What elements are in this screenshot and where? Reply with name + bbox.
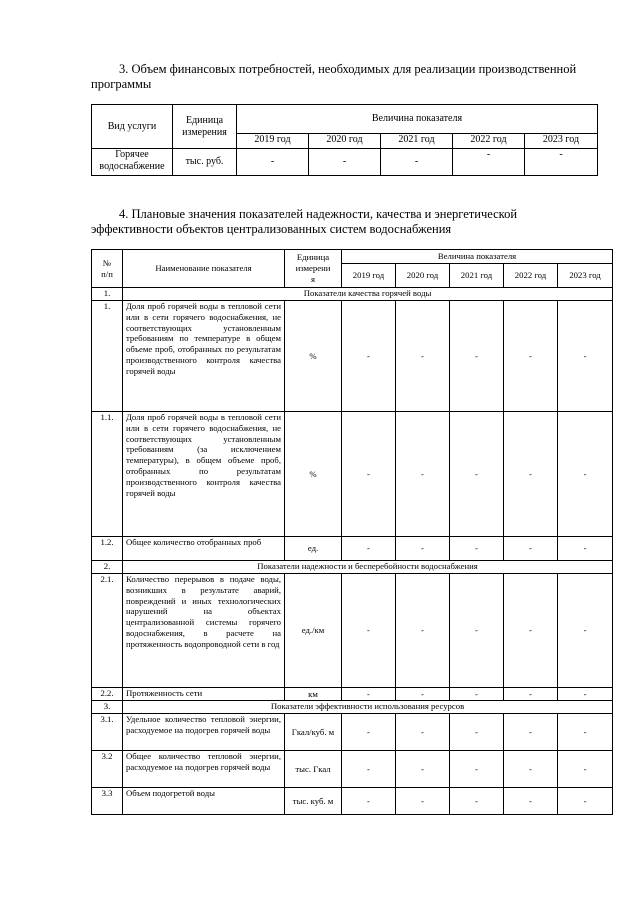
row-value: - [396, 574, 450, 688]
row-value: - [450, 537, 504, 561]
row-value: - [558, 574, 613, 688]
row-num: 1.2. [92, 537, 123, 561]
table-row [92, 688, 613, 701]
row-value: - [558, 301, 613, 412]
row-value: - [504, 714, 558, 751]
indicator-name: Общее количество отобранных проб [123, 537, 285, 561]
row-value: - [396, 788, 450, 815]
header-year: 2022 год [453, 134, 525, 149]
row-num: 2.1. [92, 574, 123, 688]
row-value: - [342, 412, 396, 537]
table-row [92, 714, 613, 751]
row-unit: % [285, 301, 342, 412]
indicator-name: Удельное количество тепловой энергии, расходуемое на подогрев горячей воды [123, 714, 285, 751]
row-value: - [396, 688, 450, 701]
header-year: 2023 год [525, 134, 598, 149]
table-row [92, 788, 613, 815]
row-num: 1.1. [92, 412, 123, 537]
section3-heading [119, 62, 612, 77]
header-year: 2021 год [450, 264, 504, 288]
row-unit: % [285, 412, 342, 537]
section-row [92, 701, 613, 714]
table-row [92, 537, 613, 561]
row-value: - [396, 714, 450, 751]
indicators-table [91, 249, 613, 815]
row-value: - [342, 574, 396, 688]
header-year: 2019 год [342, 264, 396, 288]
row-num: 3.2 [92, 751, 123, 788]
row-value: - [558, 751, 613, 788]
row-value: - [504, 788, 558, 815]
row-value: - [342, 688, 396, 701]
row-service: Горячее водоснабжение [92, 149, 173, 176]
row-value: - [504, 537, 558, 561]
section4-heading-line2: эффективности объектов централизованных систем водоснабжения [91, 222, 452, 236]
indicator-name: Протяженность сети [123, 688, 285, 701]
row-num: 3.3 [92, 788, 123, 815]
row-value: - [558, 788, 613, 815]
header-year: 2020 год [396, 264, 450, 288]
row-unit: Гкал/куб. м [285, 714, 342, 751]
row-value: - [450, 788, 504, 815]
table-row [92, 412, 613, 537]
indicator-name: Объем подогретой воды [123, 788, 285, 815]
header-year: 2023 год [558, 264, 613, 288]
row-value: - [504, 688, 558, 701]
row-value: - [342, 751, 396, 788]
row-value: - [342, 537, 396, 561]
row-value: - [342, 788, 396, 815]
row-value: - [558, 714, 613, 751]
row-value: - [450, 688, 504, 701]
row-value: - [396, 301, 450, 412]
row-value: - [396, 412, 450, 537]
section-row [92, 288, 613, 301]
section4-heading-cont [91, 222, 612, 237]
header-unit: Единица измерени я [285, 250, 342, 288]
row-value: - [504, 301, 558, 412]
row-value: - [342, 301, 396, 412]
row-num: 3.1. [92, 714, 123, 751]
row-num: 1. [92, 301, 123, 412]
indicator-name: Доля проб горячей воды в тепловой сети или в сети горячего водоснабжения, не соответствующих установленным требованиям (за исключением температуры), в общем объеме проб, отобранных по результатам производственного контроля качества горячей воды [123, 412, 285, 537]
row-value: - [309, 149, 381, 176]
section-title: Показатели эффективности использования ресурсов [123, 701, 613, 714]
header-service: Вид услуги [92, 105, 173, 149]
row-value: - [450, 574, 504, 688]
row-num: 3. [92, 701, 123, 714]
row-value: - [504, 574, 558, 688]
row-unit: км [285, 688, 342, 701]
section3-heading-line1: 3. Объем финансовых потребностей, необходимых для реализации производственной [119, 62, 577, 76]
row-value: - [237, 149, 309, 176]
row-value: - [450, 714, 504, 751]
row-unit: тыс. Гкал [285, 751, 342, 788]
row-value: - [558, 537, 613, 561]
row-value: - [558, 412, 613, 537]
row-value: - [558, 688, 613, 701]
table-row [92, 574, 613, 688]
row-num: 2.2. [92, 688, 123, 701]
section3-heading-cont [91, 77, 612, 92]
row-unit: ед. [285, 537, 342, 561]
row-unit: тыс. руб. [173, 149, 237, 176]
indicator-name: Доля проб горячей воды в тепловой сети или в сети горячего водоснабжения, не соответствующих установленным требованиям по температуре в общем объеме проб, отобранных по результатам производственного контроля качества горячей воды [123, 301, 285, 412]
header-year: 2019 год [237, 134, 309, 149]
financial-needs-table [91, 104, 598, 176]
table-row [92, 149, 598, 176]
row-value: - [504, 751, 558, 788]
row-unit: тыс. куб. м [285, 788, 342, 815]
header-year: 2021 год [381, 134, 453, 149]
row-value: - [450, 301, 504, 412]
row-value: - [453, 149, 525, 176]
row-unit: ед./км [285, 574, 342, 688]
section4-heading-line1: 4. Плановые значения показателей надежности, качества и энергетической [119, 207, 518, 221]
table-row [92, 751, 613, 788]
table-row [92, 301, 613, 412]
row-value: - [396, 751, 450, 788]
header-year: 2020 год [309, 134, 381, 149]
header-name: Наименование показателя [123, 250, 285, 288]
row-value: - [342, 714, 396, 751]
row-num: 2. [92, 561, 123, 574]
header-value: Величина показателя [237, 105, 598, 134]
header-value: Величина показателя [342, 250, 613, 264]
indicator-name: Количество перерывов в подаче воды, возникших в результате аварий, повреждений и иных технологических нарушений на объектах централизованной системы горячего водоснабжения, в расчете на протяженность водопроводной сети в год [123, 574, 285, 688]
section-title: Показатели надежности и бесперебойности водоснабжения [123, 561, 613, 574]
row-value: - [381, 149, 453, 176]
indicator-name: Общее количество тепловой энергии, расходуемое на подогрев горячей воды [123, 751, 285, 788]
row-num: 1. [92, 288, 123, 301]
row-value: - [525, 149, 598, 176]
row-value: - [504, 412, 558, 537]
header-unit: Единица измерения [173, 105, 237, 149]
header-num: № п/п [92, 250, 123, 288]
section3-heading-line2: программы [91, 77, 152, 91]
row-value: - [450, 751, 504, 788]
row-value: - [450, 412, 504, 537]
header-year: 2022 год [504, 264, 558, 288]
section-row [92, 561, 613, 574]
section4-heading [119, 207, 612, 222]
row-value: - [396, 537, 450, 561]
section-title: Показатели качества горячей воды [123, 288, 613, 301]
